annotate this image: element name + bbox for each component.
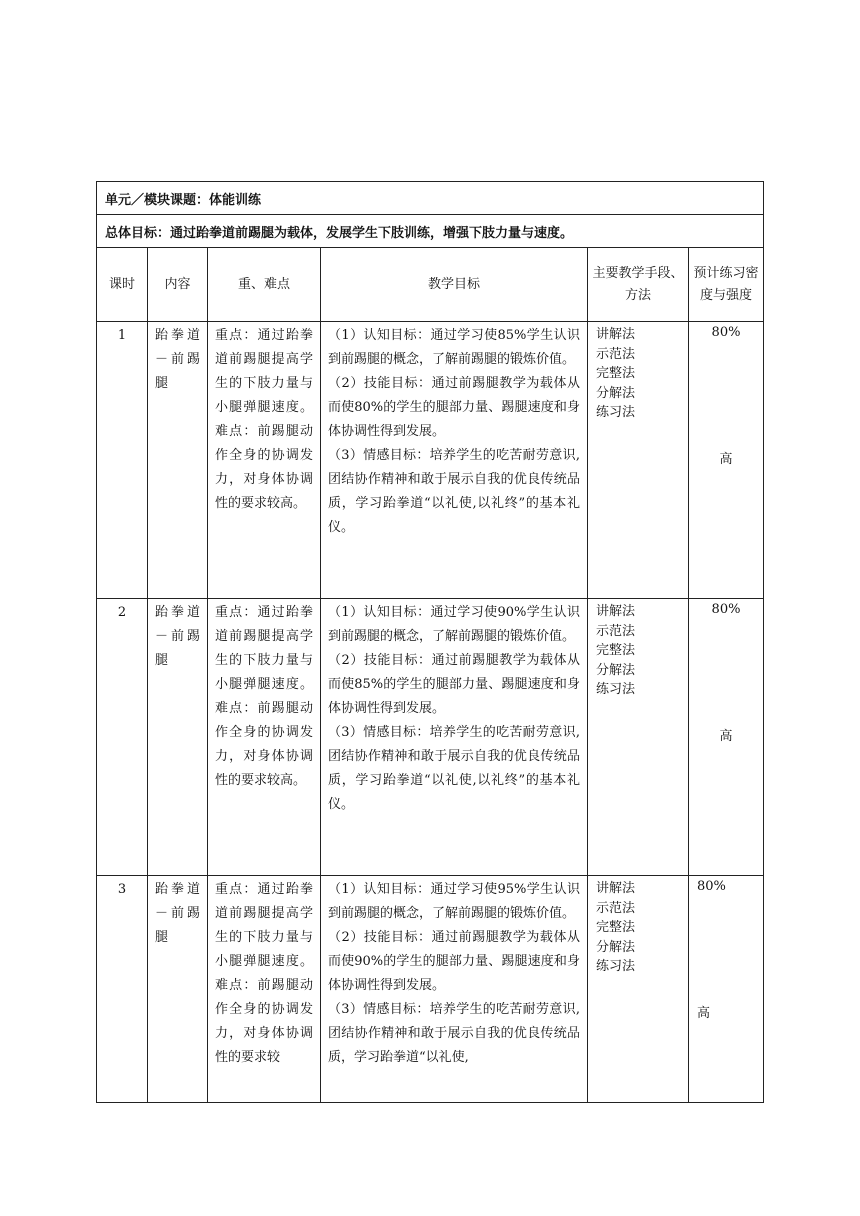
method-item: 讲解法 bbox=[596, 881, 636, 896]
lesson-key-points: 重点：通过跆拳道前踢腿提高学生的下肢力量与小腿弹腿速度。难点：前踢腿动作全身的协调发力，对身体协调性的要求较高。 bbox=[208, 599, 321, 876]
lesson-methods bbox=[588, 599, 689, 876]
lesson-period: 1 bbox=[97, 322, 148, 599]
lesson-period: 3 bbox=[97, 876, 148, 1103]
method-item: 完整法 bbox=[596, 366, 636, 381]
lesson-methods bbox=[588, 322, 689, 599]
lesson-content: 跆拳道－前踢腿 bbox=[148, 876, 208, 1103]
affective-goal: （3）情感目标：培养学生的吃苦耐劳意识,团结协作精神和敢于展示自我的优良传统品质，学习跆拳道“以礼使, bbox=[328, 1002, 580, 1065]
practice-density: 80% bbox=[711, 325, 741, 340]
method-item: 示范法 bbox=[596, 900, 636, 916]
method-item: 完整法 bbox=[596, 920, 636, 935]
lesson-row bbox=[97, 322, 764, 599]
method-item: 分解法 bbox=[596, 385, 636, 401]
lesson-intensity bbox=[689, 322, 764, 599]
method-item: 示范法 bbox=[596, 346, 636, 362]
header-methods: 主要教学手段、方法 bbox=[588, 248, 689, 322]
lesson-key-points: 重点：通过跆拳道前踢腿提高学生的下肢力量与小腿弹腿速度。难点：前踢腿动作全身的协调发力，对身体协调性的要求较 bbox=[208, 876, 321, 1103]
lesson-plan-table bbox=[96, 181, 764, 1103]
lesson-content: 跆拳道－前踢腿 bbox=[148, 322, 208, 599]
skill-goal: （2）技能目标：通过前踢腿教学为载体从而使90%的学生的腿部力量、踢腿速度和身体协调性得到发展。 bbox=[328, 930, 580, 993]
header-objectives: 教学目标 bbox=[321, 248, 588, 322]
method-item: 示范法 bbox=[596, 623, 636, 639]
method-item: 练习法 bbox=[596, 682, 636, 697]
overall-goal: 总体目标：通过跆拳道前踢腿为载体，发展学生下肢训练，增强下肢力量与速度。 bbox=[97, 215, 764, 248]
header-content: 内容 bbox=[148, 248, 208, 322]
intensity-level: 高 bbox=[719, 452, 733, 467]
method-item: 完整法 bbox=[596, 643, 636, 658]
header-intensity: 预计练习密度与强度 bbox=[689, 248, 764, 322]
lesson-row bbox=[97, 599, 764, 876]
lesson-period: 2 bbox=[97, 599, 148, 876]
header-period: 课时 bbox=[97, 248, 148, 322]
lesson-objectives bbox=[321, 876, 588, 1103]
skill-goal: （2）技能目标：通过前踢腿教学为载体从而使80%的学生的腿部力量、踢腿速度和身体协调性得到发展。 bbox=[328, 376, 580, 439]
affective-goal: （3）情感目标：培养学生的吃苦耐劳意识,团结协作精神和敢于展示自我的优良传统品质，学习跆拳道“以礼使,以礼终”的基本礼仪。 bbox=[328, 448, 580, 535]
intensity-level: 高 bbox=[719, 729, 733, 744]
method-item: 讲解法 bbox=[596, 604, 636, 619]
lesson-methods bbox=[588, 876, 689, 1103]
lesson-intensity bbox=[689, 876, 764, 1103]
lesson-key-points: 重点：通过跆拳道前踢腿提高学生的下肢力量与小腿弹腿速度。难点：前踢腿动作全身的协调发力，对身体协调性的要求较高。 bbox=[208, 322, 321, 599]
cognitive-goal: （1）认知目标：通过学习使85%学生认识到前踢腿的概念，了解前踢腿的锻炼价值。 bbox=[328, 328, 580, 367]
unit-title: 单元／模块课题：体能训练 bbox=[97, 182, 764, 215]
affective-goal: （3）情感目标：培养学生的吃苦耐劳意识,团结协作精神和敢于展示自我的优良传统品质，学习跆拳道“以礼使,以礼终”的基本礼仪。 bbox=[328, 725, 580, 812]
unit-title-row bbox=[97, 182, 764, 215]
lesson-content: 跆拳道－前踢腿 bbox=[148, 599, 208, 876]
cognitive-goal: （1）认知目标：通过学习使90%学生认识到前踢腿的概念，了解前踢腿的锻炼价值。 bbox=[328, 605, 580, 644]
lesson-objectives bbox=[321, 322, 588, 599]
cognitive-goal: （1）认知目标：通过学习使95%学生认识到前踢腿的概念，了解前踢腿的锻炼价值。 bbox=[328, 882, 580, 921]
method-item: 练习法 bbox=[596, 959, 636, 974]
method-item: 练习法 bbox=[596, 405, 636, 420]
overall-goal-row bbox=[97, 215, 764, 248]
method-item: 分解法 bbox=[596, 939, 636, 955]
lesson-row bbox=[97, 876, 764, 1103]
practice-density: 80% bbox=[697, 879, 726, 894]
practice-density: 80% bbox=[711, 602, 741, 617]
lesson-objectives bbox=[321, 599, 588, 876]
method-item: 讲解法 bbox=[596, 327, 636, 342]
header-key-points: 重、难点 bbox=[208, 248, 321, 322]
skill-goal: （2）技能目标：通过前踢腿教学为载体从而使85%的学生的腿部力量、踢腿速度和身体协调性得到发展。 bbox=[328, 653, 580, 716]
method-item: 分解法 bbox=[596, 662, 636, 678]
intensity-level: 高 bbox=[697, 1006, 711, 1021]
column-header-row bbox=[97, 248, 764, 322]
lesson-intensity bbox=[689, 599, 764, 876]
